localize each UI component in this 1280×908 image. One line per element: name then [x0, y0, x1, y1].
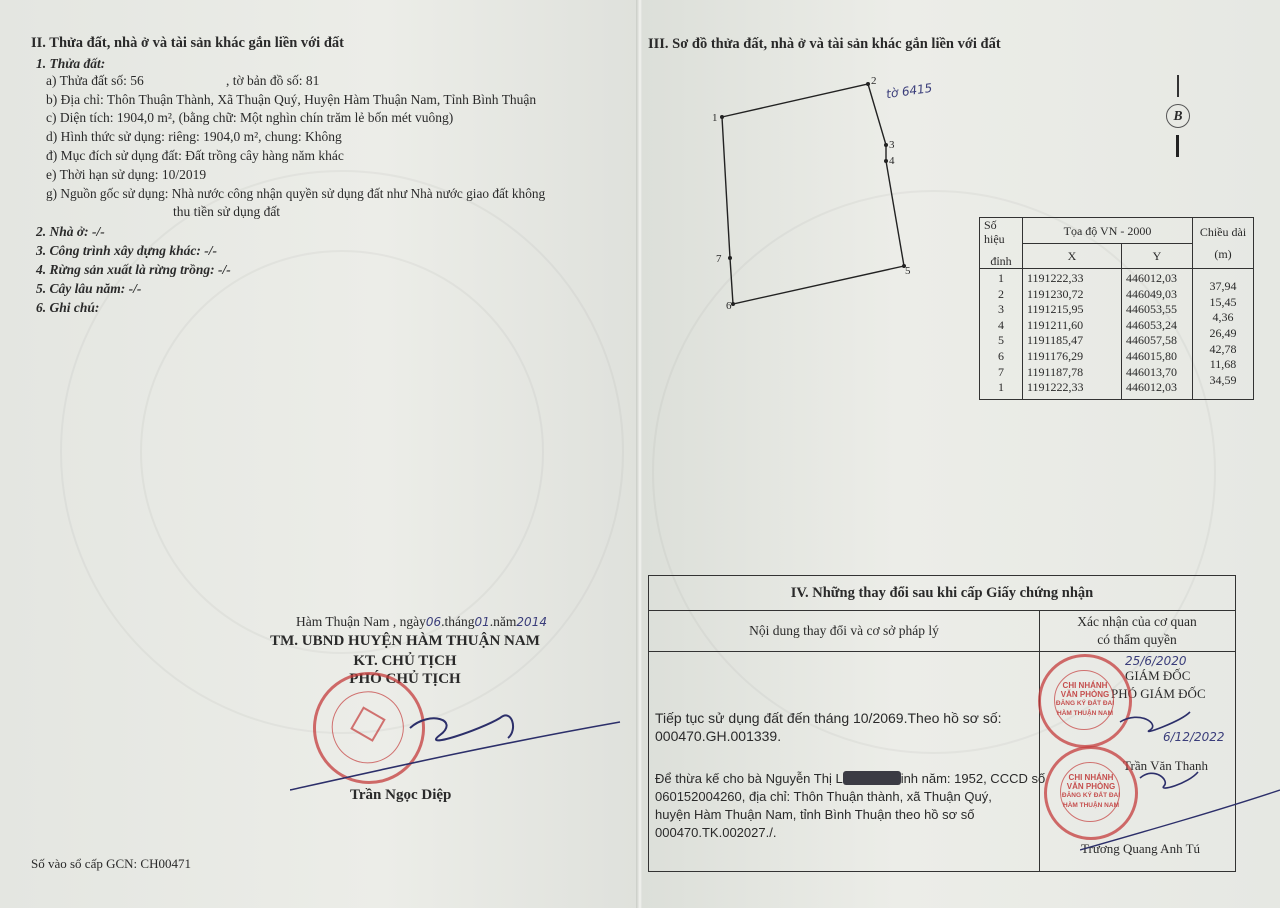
forest-item: 4. Rừng sản xuất là rừng trồng: -/-: [36, 262, 231, 277]
section-4-title: IV. Những thay đổi sau khi cấp Giấy chứng nhận: [790, 585, 1094, 601]
handwritten-sheet-note: tờ 6415: [885, 80, 934, 102]
address: b) Địa chỉ: Thôn Thuận Thành, Xã Thuận Quý, Huyện Hàm Thuận Nam, Tỉnh Bình Thuận: [46, 92, 537, 107]
x-values: 1191222,33 1191230,72 1191215,95 1191211,60 1191185,47 1191176,29 1191187,78 1191222,33: [1023, 269, 1122, 400]
date-month: 01: [474, 615, 490, 629]
section-3-title: III. Sơ đồ thửa đất, nhà ở và tài sản khác gắn liền với đất: [648, 36, 1001, 52]
confirming-officer: Trương Quang Anh Tú: [1081, 841, 1201, 856]
signer-name: Trần Ngọc Diệp: [350, 787, 452, 803]
length-header: Chiều dài (m): [1193, 218, 1254, 269]
signer-name-2a: Trần Văn Thanh: [1123, 758, 1208, 773]
registration-office-seal-2: CHI NHÁNH VĂN PHÒNG ĐĂNG KÝ ĐẤT ĐAI HÀM THUẬN NAM: [1044, 746, 1138, 840]
land-parcel-header: 1. Thửa đất:: [36, 56, 106, 71]
y-header: Y: [1122, 244, 1193, 269]
change-entry-2-line-2: 060152004260, địa chỉ: Thôn Thuận thành, xã Thuận Quý,: [655, 789, 992, 804]
place-label: Hàm Thuận Nam , ngày: [296, 614, 426, 629]
parcel-number: a) Thửa đất số: 56: [46, 73, 144, 88]
usage-origin-cont: thu tiền sử dụng đất: [173, 204, 281, 219]
certificate-number: Số vào sổ cấp GCN: CH00471: [31, 856, 191, 871]
x-header: X: [1023, 244, 1122, 269]
change-entry-2-line-4: 000470.TK.002027./.: [655, 825, 777, 840]
confirmation-date-2: 6/12/2022: [1163, 730, 1225, 744]
kt-chairman: KT. CHỦ TỊCH: [353, 653, 457, 669]
vice-chairman: PHÓ CHỦ TỊCH: [349, 671, 461, 687]
house-item: 2. Nhà ở: -/-: [36, 224, 105, 239]
coordinates-table: [979, 217, 1254, 400]
station-header: Số hiệu đỉnh: [980, 218, 1023, 269]
vertex-4: 4: [889, 155, 895, 167]
date-year: 2014: [516, 615, 547, 629]
usage-origin: g) Nguồn gốc sử dụng: Nhà nước công nhận quyền sử dụng đất như Nhà nước giao đất không: [46, 186, 546, 201]
coords-header: Tọa độ VN - 2000: [1023, 218, 1193, 244]
signature: [290, 690, 630, 800]
other-construction-item: 3. Công trình xây dựng khác: -/-: [36, 243, 217, 258]
confirmation-date-1: 25/6/2020: [1125, 654, 1187, 668]
area: c) Diện tích: 1904,0 m², (bằng chữ: Một nghìn chín trăm lẻ bốn mét vuông): [46, 110, 454, 125]
vertex-7: 7: [716, 253, 722, 265]
left-page: [0, 0, 638, 908]
watermark: [140, 250, 544, 654]
month-label: .tháng: [441, 614, 475, 629]
notes-item: 6. Ghi chú:: [36, 300, 100, 315]
deputy-director-title: PHÓ GIÁM ĐỐC: [1111, 686, 1206, 701]
length-values: 37,94 15,45 4,36 26,49 42,78 11,68 34,59: [1193, 269, 1254, 400]
y-values: 446012,03 446049,03 446053,55 446053,24 446057,58 446015,80 446013,70 446012,03: [1122, 269, 1193, 400]
change-entry-1-line-2: 000470.GH.001339.: [655, 728, 782, 744]
date-day: 06: [425, 615, 442, 629]
parcel-plan: [700, 70, 930, 320]
registration-office-seal-1: CHI NHÁNH VĂN PHÒNG ĐĂNG KÝ ĐẤT ĐAI HÀM THUẬN NAM: [1038, 654, 1132, 748]
north-arrow-tail: [1176, 135, 1179, 157]
section-2-title: II. Thửa đất, nhà ở và tài sản khác gắn liền với đất: [31, 35, 344, 51]
station-ids: 1 2 3 4 5 6 7 1: [980, 269, 1023, 400]
vertex-3: 3: [889, 139, 895, 151]
year-label: .năm: [489, 614, 517, 629]
usage-term: e) Thời hạn sử dụng: 10/2019: [46, 167, 207, 182]
director-title: GIÁM ĐỐC: [1125, 668, 1191, 683]
vertex-1: 1: [712, 112, 718, 124]
vertex-5: 5: [905, 265, 911, 277]
north-symbol: B: [1166, 104, 1190, 128]
issuing-authority: TM. UBND HUYỆN HÀM THUẬN NAM: [270, 633, 540, 649]
usage-form: d) Hình thức sử dụng: riêng: 1904,0 m², chung: Không: [46, 129, 342, 144]
map-sheet-number: , tờ bản đồ số: 81: [226, 73, 320, 88]
change-entry-1-line-1: Tiếp tục sử dụng đất đến tháng 10/2069.Theo hồ sơ số:: [655, 710, 1002, 726]
confirmation-header-1: Xác nhận của cơ quan: [1077, 614, 1197, 629]
vertex-6: 6: [726, 300, 732, 312]
usage-purpose: đ) Mục đích sử dụng đất: Đất trồng cây hàng năm khác: [46, 148, 344, 163]
north-arrow-line: [1177, 75, 1179, 97]
change-entry-2-line-3: huyện Hàm Thuận Nam, tỉnh Bình Thuận theo hồ sơ số: [655, 807, 975, 822]
redaction: [843, 771, 901, 785]
change-entry-2-line-1: Để thừa kế cho bà Nguyễn Thị L inh năm: 1952, CCCD số: [655, 771, 1046, 786]
confirmation-header-2: có thẩm quyền: [1097, 632, 1177, 647]
place-date: [296, 614, 547, 630]
perennial-tree-item: 5. Cây lâu năm: -/-: [36, 281, 142, 296]
vertex-2: 2: [871, 75, 877, 87]
confirmation-signatures: [1080, 700, 1280, 860]
change-content-header: Nội dung thay đổi và cơ sở pháp lý: [749, 623, 939, 638]
